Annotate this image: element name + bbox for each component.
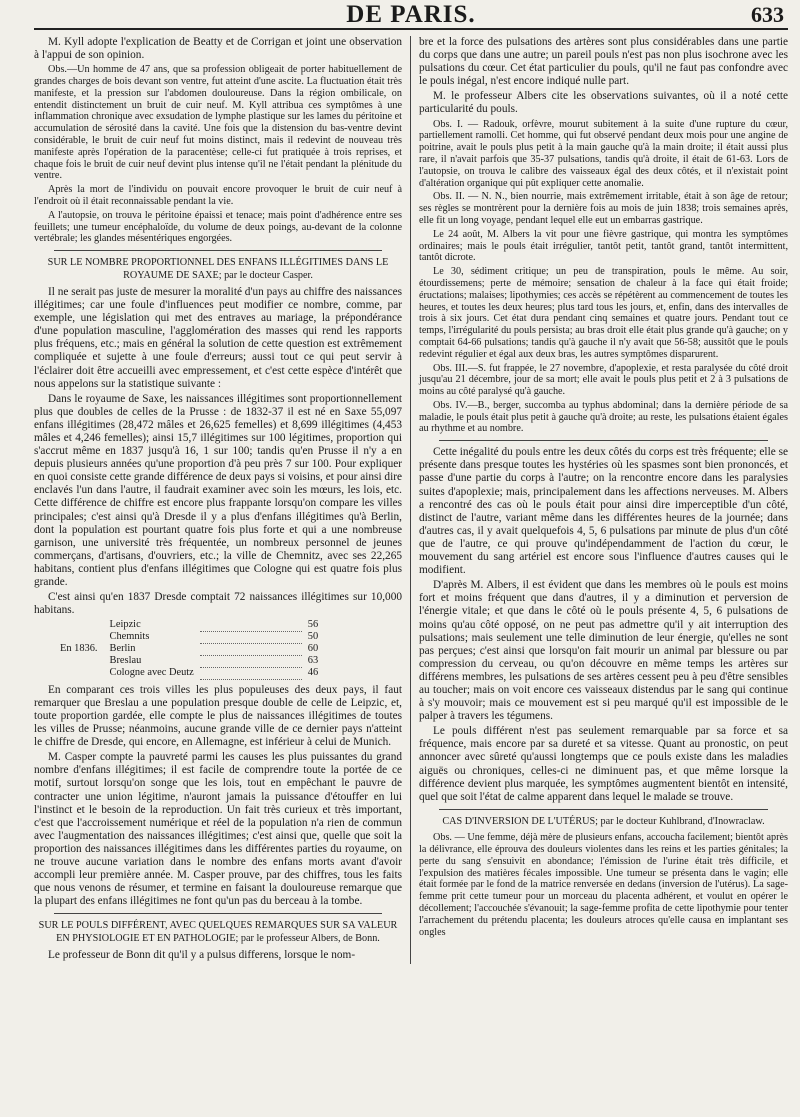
section-heading: SUR LE POULS DIFFÉRENT, AVEC QUELQUES REMARQUES SUR SA VALEUR EN PHYSIOLOGIE ET EN PATHOLOGIE; par le professeur Albers, de Bonn.	[38, 920, 398, 944]
table-row	[54, 655, 324, 667]
paragraph: C'est ainsi qu'en 1837 Dresde comptait 72 naissances illégitimes sur 10,000 habitans.	[34, 591, 402, 617]
city: Cologne avec Deutz	[109, 667, 194, 679]
paragraph: En comparant ces trois villes les plus populeuses des deux pays, il faut remarquer que Breslau a une population presque double de celle de Leipzic, et, toute proportion gardée, elle compte le plus de naissances illégitimes de toutes les villes de Prusse; néanmoins, aucune grande ville de ce dernier pays n'atteint le chiffre de Dresde, qui encore, en Allemagne, est inférieur à celui de Munich.	[34, 683, 402, 749]
observation-continued: Le 30, sédiment critique; un peu de transpiration, pouls le même. Au soir, étourdissemens; perte de mémoire; sensation de chaleur à la face qui était froide; éructations; malaises; lipothymies; ces accès se répétèrent au commencement de toutes les heures, et toutes les deux heures; plus tard tous les jours, et, enfin, dans des intervalles de trois à six jours. Cet état dura pendant cinq semaines et quatre jours. Pendant tout ce temps, l'irrégularité du pouls persista; au bras droit elle était plus grande qu'à gauche; on y comptait 64-66 pulsations; tandis qu'à gauche il n'y avait que 56-58; aussitôt que le pouls redevint régulier et égal aux deux bras, les autres symptômes disparurent.	[419, 266, 788, 360]
table-year: En 1836.	[60, 643, 98, 655]
city: Berlin	[109, 643, 136, 655]
page-title: DE PARIS.	[346, 1, 476, 28]
divider	[54, 913, 382, 914]
page-number: 633	[751, 2, 784, 27]
value: 46	[307, 667, 319, 679]
observation: Obs.—Un homme de 47 ans, que sa profession obligeait de porter habituellement de grandes charges de bois devant son ventre, fut atteint d'une ascite. La fluctuation était très manifeste, et la pression sur l'abdomen douloureuse. Dans la région ombilicale, on entendit distinctement un bruit de cuir neuf. M. Kyll attribua ces symptômes à une inflammation chronique avec exsudation de lymphe plastique sur les lames du péritoine et accumulation de sérosité dans la cavité. Une fois que la distension du bas-ventre devint considérable, le bruit de cuir neuf fut moins distinct, mais il redevint de nouveau très manifeste après l'opération de la paracentèse; celle-ci fut pratiquée à trois reprises, et chaque fois le bruit de cuir neuf devint plus intense qu'il ne l'était pendant la plénitude du ventre.	[34, 64, 402, 182]
paragraph: Le pouls différent n'est pas seulement remarquable par sa force et sa fréquence, mais encore par sa dureté et sa vitesse. Quant au pronostic, on peut annoncer avec sûreté qu'aussi longtemps que ce pouls existe dans les maladies aiguës ou chroniques, celles-ci ne diminuent pas, et que même lorsque la différence devient plus marquée, les symptômes augmentent bientôt en intensité, quel que soit l'état de calme apparent dans lequel le malade se trouve.	[419, 725, 788, 803]
left-column	[34, 36, 411, 964]
paragraph: Le professeur de Bonn dit qu'il y a pulsus differens, lorsque le nom-	[48, 949, 356, 962]
divider	[439, 440, 768, 441]
table-row	[54, 631, 324, 643]
table-row	[54, 643, 324, 655]
paragraph: Dans le royaume de Saxe, les naissances illégitimes sont proportionnellement plus que doubles de celles de la Prusse : de 1832-37 il est né en Saxe 55,097 enfans illégitimes (28,472 mâles et 26,625 femelles) et 8,699 illégitimes (4,453 mâles et 4,246 femelles); ainsi 15,7 illégitimes sur 100 légitimes, proportion qui s'accrut même en 1837 jusqu'à 16, 1 sur 100; tandis qu'en Prusse il n'y a en depuis plusieurs années qu'une proportion d'à peu près 7 sur 100. Pour expliquer en quoi consiste cette grande différence de deux pays si voisins, et pour ainsi dire enclavés l'un dans l'autre, il faudrait examiner avec soin les mœurs, les lois, etc. Cette différence de chiffre est encore plus frappante lorsqu'on compare les villes principales; c'est ainsi qu'à Dresde il y a plus d'enfans illégitimes qu'à Berlin, dont la population est pourtant quatre fois plus forte et qui a une nombreuse garnison, une université très fréquentée, un nombreux personnel de jeunes commerçans, d'artisans, d'ouvriers, etc.; la ville de Chemnitz, avec ses 22,265 habitans, contient plus d'enfans illégitimes que Cologne qui est quatre fois plus grande.	[34, 392, 402, 589]
right-column	[411, 36, 788, 964]
observation: Obs. II. — N. N., bien nourrie, mais extrêmement irritable, était à son âge de retour; ses règles se montrèrent pour la dernière fois au mois de juin 1838; trois semaines après, elle fit un long voyage, pendant lequel elle eut un embarras gastrique.	[419, 191, 788, 226]
observation: Obs. IV.—B., berger, succomba au typhus abdominal; dans la dernière période de sa maladie, le pouls était plus petit à gauche qu'à droite; au reste, les pulsations étaient égales au rhythme et au nombre.	[419, 399, 788, 435]
births-table	[54, 619, 324, 680]
divider	[439, 809, 768, 810]
table-row	[54, 619, 324, 631]
divider	[54, 250, 382, 251]
city: Breslau	[109, 655, 142, 667]
observation: Obs. — Une femme, déjà mère de plusieurs enfans, accoucha facilement; bientôt après la délivrance, elle éprouva des douleurs violentes dans les reins et les parties génitales; la perte du sang s'ensuivit en abondance; l'émission de l'urine était très difficile, et l'expulsion des matières fécales impossible. Une tumeur se présenta dans le vagin; elle était formée par le fond de la matrice renversée en dedans (inversion de l'utérus). La sage-femme prit cette tumeur pour un morceau du placenta adhérent, et voulut en opérer le décollement; l'accouchée s'évanouit; la sage-femme profita de cette lipothymie pour tenter l'arrachement du prétendu placenta; les douleurs atroces qu'elle causa en implantant ses ongles	[419, 832, 788, 938]
paragraph: Il ne serait pas juste de mesurer la moralité d'un pays au chiffre des naissances illégitimes; car une foule d'influences peut modifier ce nombre, comme, par exemple, une législation qui met des entraves au mariage, la prépondérance d'une population masculine, l'agglomération des masses qui rend les rapports plus fréquens, etc.; mais en général la solution de cette question est extrêmement compliquée et sujette à une foule d'erreurs; aussi tout ce qui peut servir à l'éclairer doit être accueilli avec empressement, et c'est cette espèce d'intérêt que nous appelons sur la statistique suivante :	[34, 285, 402, 390]
paragraph: M. Casper compte la pauvreté parmi les causes les plus puissantes du grand nombre d'enfans illégitimes; il est facile de comprendre toute la portée de ce motif, surtout lorsqu'on songe que les lois, tout en empêchant le pauvre de contracter une union légitime, n'auront jamais la puissance d'étouffer en lui l'instinct et le besoin de la reproduction. Un fait très curieux et très important, c'est que l'accroissement numérique et réel de la population n'a rien de commun avec l'augmentation des naissances illégitimes; c'est ainsi que, quelle que soit la proportion des naissances illégitimes dans les différentes parties du royaume, on ne trouve aucune variation dans le nombre des enfans morts avant d'avoir accompli leur première année. M. Casper prouve, par des chiffres, tous les faits que nous venons de résumer, et termine en faisant la douloureuse remarque que la plupart des enfans illégitimes ne font qu'un pas du berceau à la tombe.	[34, 751, 402, 908]
page-header	[34, 0, 788, 30]
city: Chemnits	[109, 631, 150, 643]
section-heading: CAS D'INVERSION DE L'UTÉRUS; par le docteur Kuhlbrand, d'Inowraclaw.	[442, 815, 765, 827]
table-row	[54, 667, 324, 679]
observation-autopsy: A l'autopsie, on trouva le péritoine épaissi et tenace; mais point d'adhérence entre ses feuillets; une tumeur encéphaloïde, du volume de deux poings, au-devant de la colonne vertébrale; les glandes mésentériques engorgées.	[34, 209, 402, 245]
paragraph: D'après M. Albers, il est évident que dans les membres où le pouls est moins fort et moins fréquent que dans d'autres, il y a diminution et perversion de l'énergie vitale; et que dans le côté où le pouls présente 4, 5, 6 pulsations de moins qu'au côté opposé, on ne peut pas admettre qu'il y ait interruption des pulsations; mais seulement une telle diminution de leur énergie, qu'elles ne sont pas perçues; c'est ainsi que lorsqu'on fait mourir un animal par blessure ou par compression du cerveau, ou qu'on découvre en même temps les artères sur différens membres, les pulsations de ses artères cessent peu à peu d'être sensibles au toucher; mais on voit encore ces vaisseaux distendus par le sang qui continue à s'y mouvoir; mais ce mouvement est si peu marqué qu'il est impossible de le palper à travers les tégumens.	[419, 579, 788, 723]
paragraph: bre et la force des pulsations des artères sont plus considérables dans une partie du corps que dans une autre; un pareil pouls n'est pas non plus isochrone avec les pulsations du cœur. Cet état particulier du pouls, qu'il ne faut pas confondre avec le pouls inégal, n'est encore indiqué nulle part.	[419, 36, 788, 88]
observation: Obs. I. — Radouk, orfèvre, mourut subitement à la suite d'une rupture du cœur, partiellement ramolli. Cet homme, qui fut observé pendant deux mois pour une angine de poitrine, avait le pouls plus petit à la main gauche qu'à la main droite; il était aussi plus rare, il n'avait parfois que 35-37 pulsations, tandis qu'à droite, il était de 61-63. Lors de l'autopsie, on trouva le calibre des vaisseaux égal des deux côtés, et il n'existait point d'altération organique qui pût expliquer cette anomalie.	[419, 118, 788, 189]
observation: Obs. III.—S. fut frappée, le 27 novembre, d'apoplexie, et resta paralysée du côté droit jusqu'au 21 décembre, jour de sa mort; elle avait le pouls plus petit et 2 à 3 pulsations de moins au côté paralysé qu'à gauche.	[419, 362, 788, 398]
paragraph: Cette inégalité du pouls entre les deux côtés du corps est très fréquente; elle se présente dans presque toutes les hystéries où les spasmes sont bien prononcés, et passe d'une partie du corps à l'autre; on la rencontre encore dans les paralysies suites d'apoplexie; mais, principalement dans les affections nerveuses. M. Albers a rencontré des cas où le pouls était pour ainsi dire imperceptible d'un côté, distinct de l'autre, variant même dans les différentes heures de la journée; dans d'autres cas, il y avait quelquefois 4, 5, 6 pulsations par minute de plus d'un côté que de l'autre, ce qui prouve qu'indépendamment de l'action du cœur, le mouvement du sang artériel est encore sous l'influence d'autres causes qui le modifient.	[419, 446, 788, 577]
city: Leipzic	[109, 619, 141, 631]
observation-continued: Après la mort de l'individu on pouvait encore provoquer le bruit de cuir neuf à l'endroit où il était reconnaissable pendant la vie.	[34, 184, 402, 207]
value: 63	[307, 655, 319, 667]
section-heading: SUR LE NOMBRE PROPORTIONNEL DES ENFANS ILLÉGITIMES DANS LE ROYAUME DE SAXE; par le docteur Casper.	[47, 257, 389, 281]
paragraph: M. Kyll adopte l'explication de Beatty et de Corrigan et joint une observation à l'appui de son opinion.	[34, 36, 402, 62]
value: 60	[307, 643, 319, 655]
paragraph: M. le professeur Albers cite les observations suivantes, où il a noté cette particularité du pouls.	[419, 90, 788, 116]
columns	[34, 36, 788, 964]
value: 50	[307, 631, 319, 643]
value: 56	[307, 619, 319, 631]
observation-continued: Le 24 août, M. Albers la vit pour une fièvre gastrique, qui montra les symptômes ordinaires; mais le pouls était irrégulier, tantôt petit, tantôt grand, tantôt intermittent, tantôt dicrote.	[419, 228, 788, 264]
